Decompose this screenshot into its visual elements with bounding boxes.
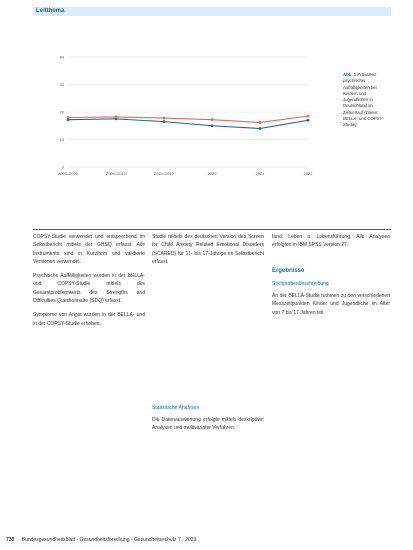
y-tick-label: 0	[61, 164, 64, 170]
x-tick-label: 2020	[207, 171, 217, 176]
data-point	[307, 119, 310, 122]
figure-caption	[343, 72, 391, 129]
col1-paragraph-2: Psychische Auffälligkeiten wurden in der BELLA- und COPSY-Studie mittels des Gesamtproblemwerts des Strengths and Difficulties Questionnaire (SDQ) erfasst.	[33, 273, 145, 305]
column-3	[272, 233, 390, 250]
column-1	[33, 233, 145, 328]
y-tick-label: 20	[59, 109, 64, 115]
x-tick-label: 2022	[303, 171, 313, 176]
col3-subheading: Stichprobenbeschreibung	[272, 281, 329, 287]
data-point	[115, 116, 118, 119]
journal-line: Bundesgesundheitsblatt - Gesundheitsforschung - Gesundheitsschutz 7 · 2023	[21, 537, 197, 543]
col2-subheading: Statistische Analysen	[152, 405, 200, 411]
line-chart	[33, 17, 323, 187]
data-point	[259, 127, 262, 130]
col2-paragraph-2: Die Datenauswertung erfolgte mittels deskriptiver Analysen und multivariater Verfahren.	[152, 417, 264, 432]
column-2b	[152, 416, 264, 433]
page-number: 730	[6, 537, 15, 543]
data-point	[163, 117, 166, 120]
section-title: Leitthema	[36, 8, 65, 14]
data-point	[163, 120, 166, 123]
caption-label: Abb. 1	[343, 72, 357, 77]
data-point	[211, 118, 214, 121]
x-tick-label: 2009–2012	[105, 171, 127, 176]
col3-paragraph-1: fand. Leben a. Lebensführung. Alle Analysen erfolgten in IBM SPSS Version 27.	[272, 234, 390, 249]
x-tick-label: 2021	[255, 171, 265, 176]
data-point	[259, 121, 262, 124]
caption-text: Prävalenz psychischer Auffälligkeiten bei Kindern und Jugendlichen in Deutschland im Zeitverlauf	[343, 72, 377, 115]
col2-paragraph-1: Studie mittels des deutschen Version des Screen for Child Anxiety Related Emotional Disorders (SCARED) für 11- bis 17-Jährige im Selbstbericht erfasst.	[152, 234, 264, 265]
y-tick-label: 40	[59, 54, 64, 60]
caption-source: (Daten: BELLA- und COPSY-Studie)	[343, 109, 384, 128]
data-point	[307, 115, 310, 118]
figure	[33, 17, 391, 230]
data-point	[67, 116, 70, 119]
col1-paragraph-1: COPSY-Studie verwendet und entsprechend im Selbstbericht mittels der GHSQ erfasst. Alle Instrumente sind in Kurzform und validierte Versionen verwendet.	[33, 234, 145, 265]
col3-paragraph-2: An der BELLA-Studie nahmen zu den verschiedenen Messzeitpunkten Kinder und Jugendliche im Alter von 7 bis 17 Jahren teil.	[272, 293, 390, 316]
column-3b	[272, 292, 390, 317]
page-footer	[6, 537, 196, 543]
y-tick-label: 30	[59, 82, 64, 87]
col1-paragraph-3: Symptome von Angst wurden in der BELLA- und in der COPSY-Studie erhoben.	[33, 312, 145, 327]
col3-section-heading: Ergebnisse	[272, 268, 305, 274]
x-tick-label: 2014–2017	[153, 171, 175, 176]
y-tick-label: 10	[59, 137, 64, 142]
section-header-bar	[33, 7, 391, 16]
column-2	[152, 233, 264, 266]
data-point	[211, 124, 214, 127]
x-tick-label: 2003–2006	[57, 171, 79, 176]
